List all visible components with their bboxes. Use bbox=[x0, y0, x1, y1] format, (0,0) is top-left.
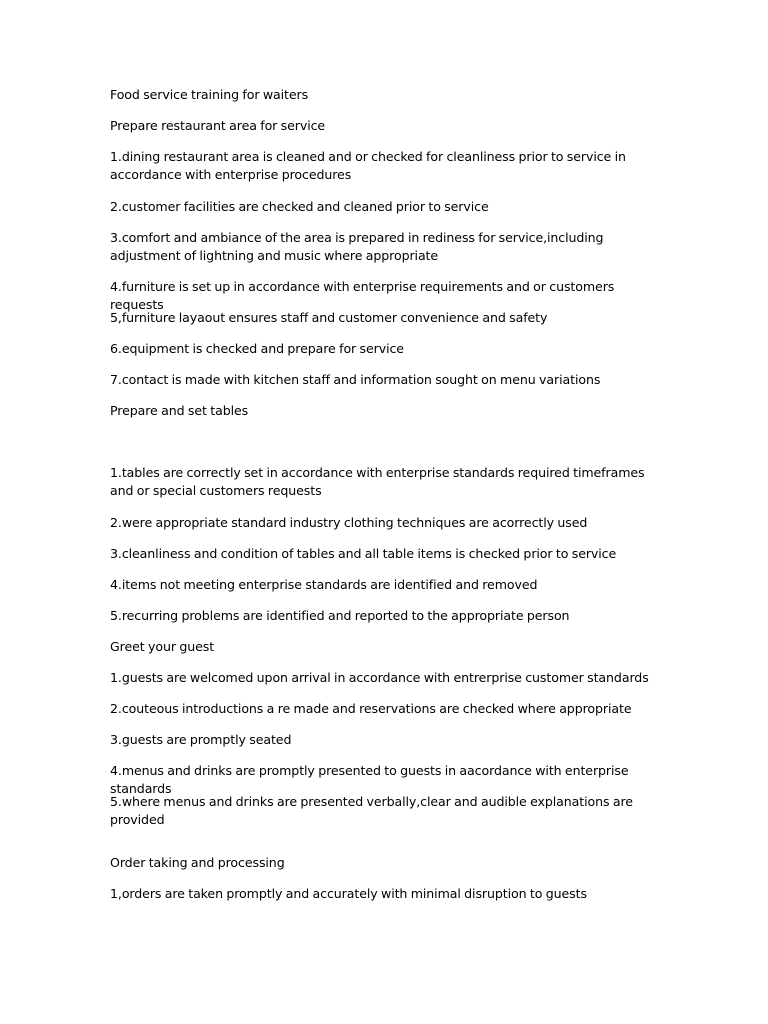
list-item: 2.were appropriate standard industry clothing techniques are acorrectly used bbox=[110, 515, 588, 530]
section-heading: Prepare restaurant area for service bbox=[110, 118, 326, 133]
list-item: 5.where menus and drinks are presented verbally,clear and audible explanations are provided bbox=[110, 794, 633, 827]
list-item: 2.couteous introductions a re made and reservations are checked where appropriate bbox=[110, 701, 632, 716]
section-heading: Order taking and processing bbox=[110, 855, 285, 870]
list-item: 5.recurring problems are identified and reported to the appropriate person bbox=[110, 608, 570, 623]
list-item: 6.equipment is checked and prepare for service bbox=[110, 341, 404, 356]
list-item: 4.items not meeting enterprise standards are identified and removed bbox=[110, 577, 538, 592]
list-item: 7.contact is made with kitchen staff and information sought on menu variations bbox=[110, 372, 601, 387]
list-item: 3.guests are promptly seated bbox=[110, 732, 292, 747]
list-item: 1,orders are taken promptly and accurately with minimal disruption to guests bbox=[110, 886, 587, 901]
document-title: Food service training for waiters bbox=[110, 87, 309, 102]
list-item: 5,furniture layaout ensures staff and customer convenience and safety bbox=[110, 310, 548, 325]
list-item: 3.comfort and ambiance of the area is prepared in rediness for service,including adjustment of lightning and music where appropriate bbox=[110, 230, 604, 263]
list-item: 4.menus and drinks are promptly presented to guests in aacordance with enterprise standards bbox=[110, 763, 629, 796]
list-item: 1.dining restaurant area is cleaned and or checked for cleanliness prior to service in accordance with enterprise procedures bbox=[110, 149, 626, 182]
list-item: 1.tables are correctly set in accordance with enterprise standards required timeframes and or special customers requests bbox=[110, 465, 645, 498]
list-item: 1.guests are welcomed upon arrival in accordance with entrerprise customer standards bbox=[110, 670, 649, 685]
list-item: 3.cleanliness and condition of tables and all table items is checked prior to service bbox=[110, 546, 617, 561]
list-item: 2.customer facilities are checked and cleaned prior to service bbox=[110, 199, 489, 214]
section-heading: Prepare and set tables bbox=[110, 403, 249, 418]
section-heading: Greet your guest bbox=[110, 639, 215, 654]
list-item: 4.furniture is set up in accordance with enterprise requirements and or customers requests bbox=[110, 279, 615, 312]
